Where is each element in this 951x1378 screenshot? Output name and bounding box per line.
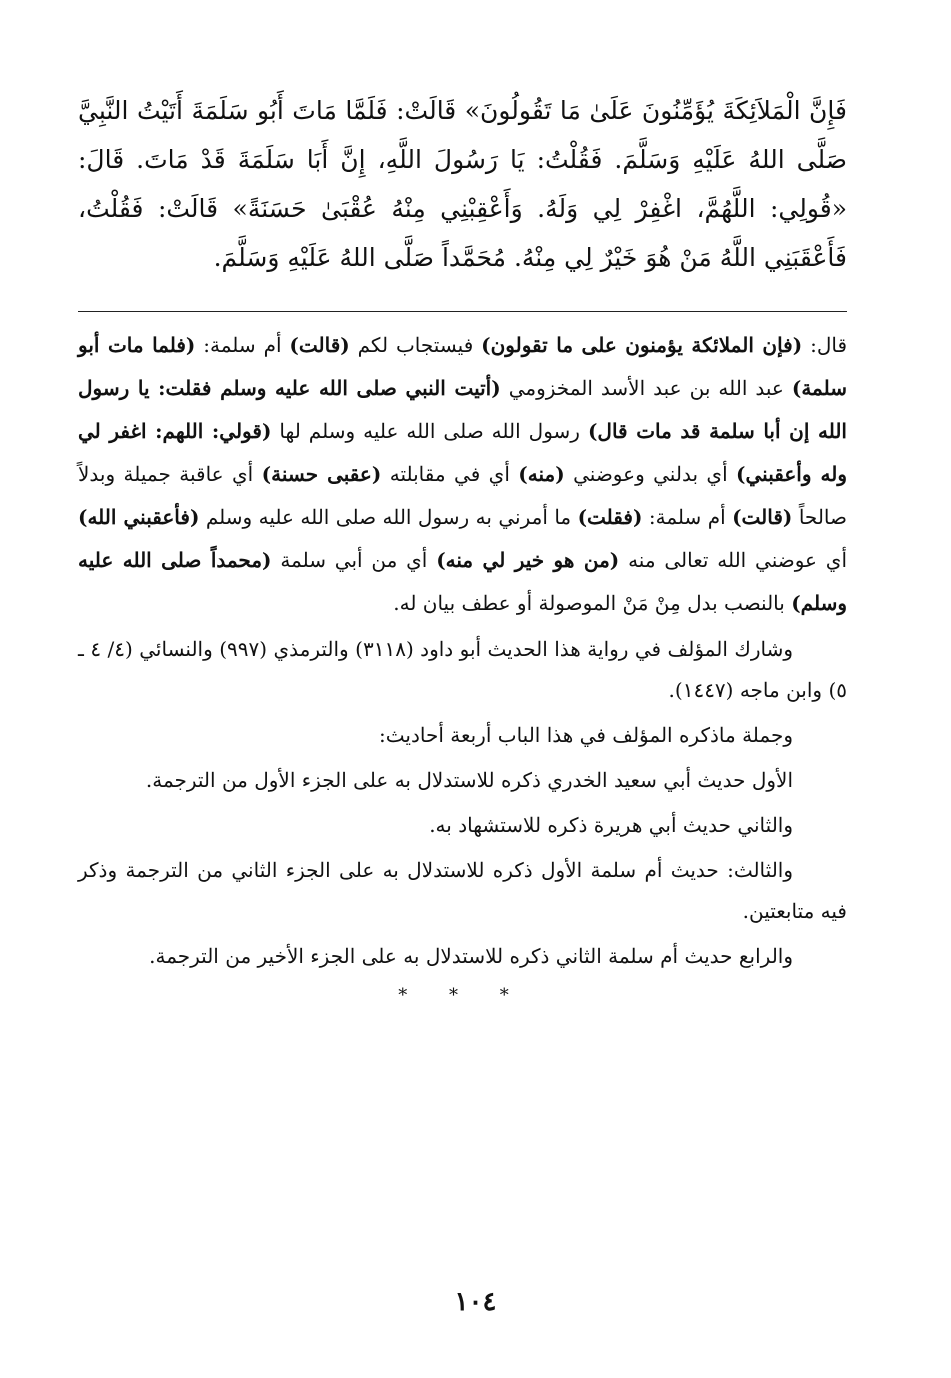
- section-separator: * * *: [398, 985, 527, 1006]
- takhrij-paragraph: وشارك المؤلف في رواية هذا الحديث أبو داود (٣١١٨) والترمذي (٩٩٧) والنسائي (٤/ ٤ ـ ٥) وابن ماجه (١٤٤٧).: [78, 637, 847, 702]
- commentary-bold-segment: (من هو خير لي منه): [436, 548, 620, 572]
- commentary-bold-segment: (أتيت النبي صلى الله عليه وسلم فقلت: يا رسول الله إن أبا سلمة قد مات قال): [78, 376, 847, 443]
- commentary-segment: أم سلمة:: [642, 505, 733, 529]
- commentary-bold-segment: (عقبى حسنة): [261, 462, 382, 486]
- commentary-segment: ما أمرني به رسول الله صلى الله عليه وسلم: [199, 505, 578, 529]
- commentary-bold-segment: (قولي: اللهم: اغفر لي وله وأعقبني): [78, 419, 848, 486]
- page-number: ١٠٤: [454, 1287, 497, 1317]
- commentary-bold-segment: (قالت): [732, 505, 793, 529]
- commentary-bold-segment: (فقلت): [577, 505, 643, 529]
- commentary-bold-segment: (منه): [518, 462, 565, 486]
- commentary-segment: أي من أبي سلمة: [271, 548, 437, 572]
- commentary-bold-segment: (فلما مات أبو سلمة): [78, 333, 847, 400]
- commentary-text: [78, 324, 847, 625]
- summary-first-hadith: الأول حديث أبي سعيد الخدري ذكره للاستدلال به على الجزء الأول من الترجمة.: [145, 768, 793, 792]
- commentary-segment: عبد الله بن عبد الأسد المخزومي: [500, 376, 792, 400]
- commentary-segment: أي في مقابلته: [381, 462, 519, 486]
- hadith-text: فَإِنَّ الْمَلاَئِكَةَ يُؤَمِّنُونَ عَلَىٰ مَا تَقُولُونَ» قَالَتْ: فَلَمَّا مَاتَ أَبُو سَلَمَةَ أَتَيْتُ النَّبِيَّ صَلَّى اللهُ عَلَيْهِ وَسَلَّمَ. فَقُلْتُ: يَا رَسُولَ اللَّهِ، إِنَّ أَبَا سَلَمَةَ قَدْ مَاتَ. قَالَ: «قُولِي: اللَّهُمَّ، اغْفِرْ لِي وَلَهُ. وَأَعْقِبْنِي مِنْهُ عُقْبَىٰ حَسَنَةً» قَالَتْ: فَقُلْتُ، فَأَعْقَبَنِي اللَّهُ مَنْ هُوَ خَيْرٌ لِي مِنْهُ. مُحَمَّداً صَلَّى اللهُ عَلَيْهِ وَسَلَّمَ.: [78, 96, 847, 272]
- commentary-segment: فيستجاب لكم: [349, 333, 482, 357]
- commentary-segment: قال:: [802, 333, 847, 357]
- summary-third-hadith: والثالث: حديث أم سلمة الأول ذكره للاستدلال به على الجزء الثاني من الترجمة وذكر فيه متابعتين.: [78, 858, 847, 923]
- commentary-segment: رسول الله صلى الله عليه وسلم لها: [271, 419, 588, 443]
- commentary-bold-segment: (محمداً صلى الله عليه وسلم): [78, 548, 847, 615]
- summary-fourth-hadith: والرابع حديث أم سلمة الثاني ذكره للاستدلال به على الجزء الأخير من الترجمة.: [149, 944, 793, 968]
- commentary-bold-segment: (فأعقبني الله): [78, 505, 200, 529]
- footnote-divider: [78, 311, 847, 312]
- page-content: [78, 86, 847, 1006]
- commentary-segment: أي عاقبة جميلة وبدلاً صالحاً: [78, 462, 847, 529]
- commentary-bold-segment: (فإن الملائكة يؤمنون على ما تقولون): [481, 333, 803, 357]
- commentary-bold-segment: (قالت): [289, 333, 350, 357]
- commentary-segment: أم سلمة:: [195, 333, 290, 357]
- commentary-segment: بالنصب بدل مِنْ مَنْ الموصولة أو عطف بيان له.: [393, 591, 792, 615]
- commentary-segment: أي بدلني وعوضني: [564, 462, 737, 486]
- commentary-segment: أي عوضني الله تعالى منه: [619, 548, 848, 572]
- summary-second-hadith: والثاني حديث أبي هريرة ذكره للاستشهاد به.: [429, 813, 793, 837]
- summary-intro-paragraph: وجملة ماذكره المؤلف في هذا الباب أربعة أحاديث:: [379, 723, 793, 747]
